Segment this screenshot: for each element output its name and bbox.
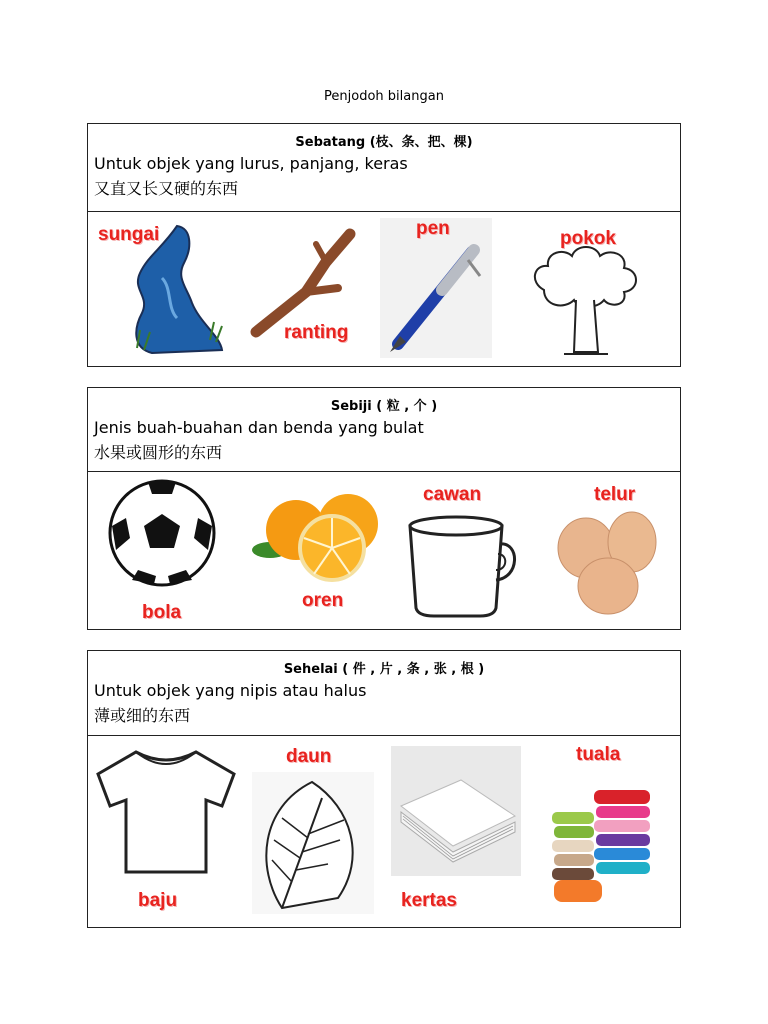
item-telur	[550, 486, 662, 624]
item-tuala	[548, 744, 658, 914]
item-pen	[380, 218, 492, 358]
item-label: daun	[286, 746, 332, 767]
section-description: Untuk objek yang lurus, panjang, keras	[94, 154, 408, 173]
item-label: baju	[138, 890, 178, 911]
section-sebatang	[87, 123, 681, 367]
page-title: Penjodoh bilangan	[324, 89, 444, 104]
image-row	[88, 212, 680, 366]
section-header	[88, 388, 680, 472]
section-header	[88, 651, 680, 736]
item-label: pokok	[560, 228, 616, 249]
item-pokok	[524, 220, 646, 360]
section-description: Jenis buah-buahan dan benda yang bulat	[94, 418, 424, 437]
item-label: cawan	[423, 484, 482, 505]
section-sebiji	[87, 387, 681, 630]
eggs-icon	[550, 486, 662, 624]
item-cawan	[404, 482, 522, 624]
soccer-ball-icon	[104, 478, 220, 588]
item-baju	[94, 746, 238, 922]
image-row	[88, 472, 680, 629]
item-sungai	[92, 218, 226, 358]
item-label: kertas	[401, 890, 457, 911]
section-chinese: 水果或圆形的东西	[94, 443, 223, 462]
leaf-icon	[252, 748, 374, 914]
section-sehelai	[87, 650, 681, 928]
shirt-icon	[94, 746, 238, 876]
item-label: telur	[594, 484, 636, 505]
section-header	[88, 124, 680, 212]
section-title: Sebatang (枝、条、把、棵)	[295, 135, 473, 150]
section-title: Sehelai ( 件 , 片 , 条 , 张 , 根 )	[283, 662, 485, 677]
paper-stack-icon	[391, 746, 521, 876]
item-bola	[104, 478, 220, 624]
item-label: tuala	[576, 744, 621, 765]
item-daun	[252, 748, 374, 914]
image-row	[88, 736, 680, 927]
item-label: bola	[142, 602, 182, 623]
towels-icon	[548, 748, 658, 914]
section-chinese: 又直又长又硬的东西	[94, 179, 239, 198]
item-kertas	[391, 746, 521, 922]
section-description: Untuk objek yang nipis atau halus	[94, 681, 367, 700]
item-label: oren	[302, 590, 344, 611]
section-chinese: 薄或细的东西	[94, 706, 191, 725]
item-label: pen	[416, 218, 450, 239]
item-oren	[246, 486, 386, 624]
item-ranting	[246, 222, 368, 358]
item-label: sungai	[98, 224, 160, 245]
orange-icon	[246, 486, 386, 582]
item-label: ranting	[284, 322, 349, 343]
section-title: Sebiji ( 粒 , 个 )	[330, 399, 438, 414]
